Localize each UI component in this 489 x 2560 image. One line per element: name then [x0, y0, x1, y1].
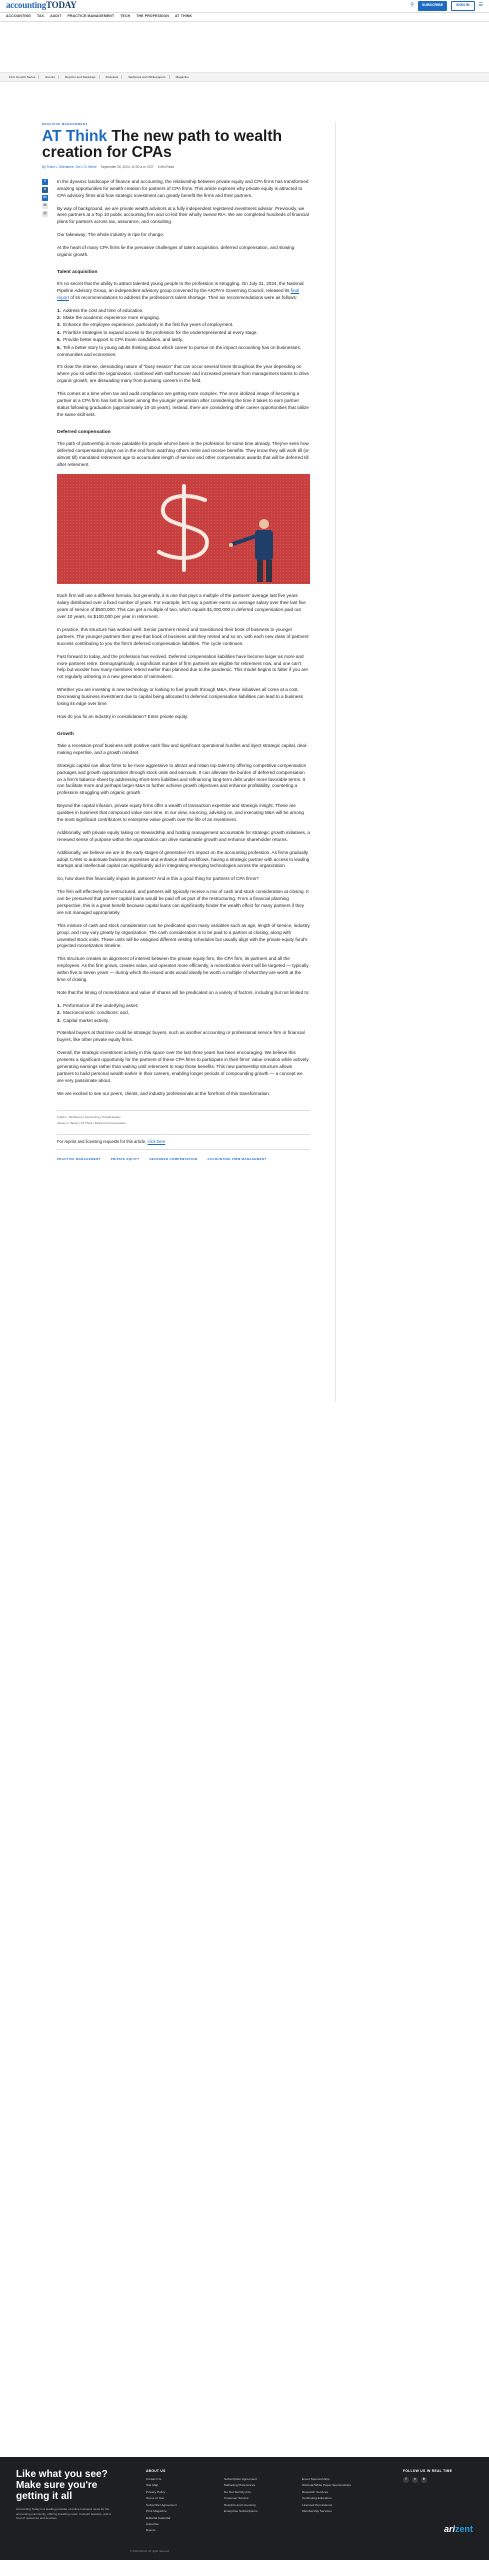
- nav-item-audit[interactable]: AUDIT: [50, 14, 62, 19]
- article-layout: [0, 122, 489, 1402]
- copyright: © 2024 Arizent. All rights reserved.: [130, 2550, 170, 2554]
- footer-col-heading: ABOUT US: [146, 2469, 166, 2473]
- subnav-item[interactable]: First Growth Series: [6, 75, 39, 80]
- list-item: 2. Make the academic experience more engaging.: [57, 315, 160, 321]
- footer-link[interactable]: Contact Us: [146, 2476, 162, 2481]
- paragraph: At the heart of many CPA firms lie the pervasive challenges of talent acquisition, deferred compensation, and slowing organic growth.: [57, 245, 295, 257]
- footer-promo-title: Like what you see? Make sure you're getting it all: [16, 2469, 108, 2502]
- topic-link[interactable]: PRIVATE EQUITY: [110, 1157, 140, 1162]
- sign-in-button[interactable]: SIGN IN: [451, 1, 474, 11]
- twitter-icon[interactable]: x: [412, 2477, 418, 2483]
- subnav-item[interactable]: Webinars and Whitepapers: [125, 75, 169, 80]
- subnav-item[interactable]: Reports and Rankings: [62, 75, 100, 80]
- paragraph: The firm will effectively be restructured, and partners will typically receive a mix of cash and stock consideration at closing. It can be presumed that partner capital loans would be paid off as part of the restructuring. From a financial planning perspective, this is a great benefit because capital loans can significantly hinder the wealth effect for many partners if they are not managed appropriately.: [57, 889, 309, 915]
- footer-link[interactable]: Subscription Agreement: [224, 2476, 257, 2481]
- article: [42, 122, 310, 1402]
- footer-link[interactable]: Reprints and Licensing: [224, 2502, 256, 2507]
- reprints-box: For reprint and licensing requests for this article, click here: [57, 1134, 310, 1150]
- subscribe-button[interactable]: SUBSCRIBE: [418, 1, 447, 10]
- list-item: 6. Tell a better story to young adults thinking about which career to pursue on the impact accounting has on businesses, communities and economies.: [57, 344, 302, 357]
- paragraph: Our takeaway: The whole industry is ripe for change.: [57, 232, 165, 238]
- subnav-item[interactable]: Events: [42, 75, 58, 80]
- paragraph: Note that the timing of monetization and value of shares will be predicated on a variety of factors, including but not limited to:: [57, 989, 310, 995]
- topic-links: [57, 1157, 310, 1162]
- footer-link[interactable]: Licensed Permissions: [302, 2502, 333, 2507]
- paragraph: In the dynamic landscape of finance and accounting, the relationship between private equity and CPA firms has transformed amazing opportunities for wealth creation for partners of CPA firms. This article explores why private equity is attracted to CPA advisory firms and how strategic investment can greatly benefit the firms and their partners.: [57, 178, 309, 198]
- footer-link[interactable]: Terms of Use: [146, 2496, 165, 2501]
- footer-link[interactable]: Event Sponsorships: [302, 2476, 330, 2481]
- nav-item-at-think[interactable]: AT THINK: [175, 14, 193, 19]
- social-links: [403, 2477, 473, 2483]
- linkedin-icon[interactable]: in: [43, 195, 47, 200]
- paragraph: It's clear the intense, demanding nature of "busy season" that can occur several times throughout the year depending on where you sit within the organization, combined with staff turnover and increased pressure from management teams to drive organic growth, are dissuading many from pursuing careers in the field.: [57, 364, 309, 384]
- footer-link[interactable]: Do Not Sell My Info: [224, 2489, 251, 2494]
- paragraph: Overall, the strategic investment activity in this space over the last three years has been encouraging. We believe this presents a significant opportunity for the partners of these CPA firms to participate in their firms' value creation while actively generating earnings rather than waiting until retirement to reap those benefits. This new partnership structure allows partners to build personal wealth earlier in their careers, enabling longer periods of compounding growth — a concept we are very passionate about.: [57, 1050, 309, 1083]
- footer-link[interactable]: Editorial Calendar: [146, 2515, 171, 2520]
- footer-col-3: [302, 2469, 362, 2560]
- sub-nav: [0, 72, 489, 82]
- top-bar: [0, 0, 489, 13]
- footer-follow: [403, 2469, 473, 2560]
- footer-link[interactable]: Privacy Policy: [146, 2489, 166, 2494]
- paragraph: It's no secret that the ability to attract talented young people to the profession is struggling. On July 31, 2024, the National Pipeline Advisory Group, an independent advisory group convened by the AICPA's Governing Council, released its final report of its recommendations to address the profession's talent shortage. Their six recommendations were as follows:: [57, 281, 304, 300]
- right-rail: [335, 122, 400, 1402]
- list-item: 5. Provide better support to CPA Exam candidates, and lastly,: [57, 337, 183, 343]
- list-item: 4. Prioritize strategies to expand access to the profession for the underrepresented at every stage.: [57, 329, 258, 335]
- paragraph: Fast forward to today, and the profession has evolved. Deferred compensation liabilities have become larger as more and more partners retire. Demographically, a significant number of firm partners are eligible for retirement now, and one can't help but wonder how many members retired earlier than planned due to the pandemic. This model begins to falter if you are not regularly ushering in a new generation of rainmakers.: [57, 653, 308, 680]
- nav-item-the-profession[interactable]: THE PROFESSION: [136, 14, 170, 19]
- at-think-brand: AT Think: [42, 127, 108, 145]
- footer-link[interactable]: Site Map: [146, 2483, 159, 2488]
- twitter-icon[interactable]: x: [44, 187, 46, 192]
- linkedin-icon[interactable]: in: [422, 2477, 426, 2482]
- footer-link[interactable]: Events: [146, 2528, 156, 2533]
- follow-heading: FOLLOW US IN REAL TIME: [403, 2469, 453, 2473]
- section-heading-deferred: Deferred compensation: [57, 429, 111, 435]
- tags-row[interactable]: James C. Bertie | AT Think | Deferred compensation: [57, 1120, 126, 1125]
- paragraph: The path of partnership is more palatable for people who've been in the profession for some time already. They've seen how deferred compensation plays out in the end from watching others retire and receive benefits. They know they will work till (or almost till) mandated retirement age to accumulate length of service and other compensation awards that will be deferred till after retirement.: [57, 440, 309, 467]
- factors-list: [57, 1003, 310, 1025]
- list-item: 3. Enhance the employee experience, particularly in the first five years of employment.: [57, 322, 234, 328]
- nav-item-accounting[interactable]: ACCOUNTING: [6, 14, 31, 19]
- footer-link[interactable]: Webinar/White Paper Sponsorships: [302, 2483, 351, 2488]
- nav-item-tech[interactable]: TECH: [120, 14, 131, 19]
- list-item: 1. Performance of the underlying asset;: [57, 1002, 139, 1008]
- article-content: [57, 179, 310, 1162]
- footer-link[interactable]: Membership Services: [302, 2509, 332, 2514]
- site-footer: [0, 2457, 489, 2560]
- section-heading-talent: Talent acquisition: [57, 269, 98, 275]
- facebook-icon[interactable]: f: [42, 179, 48, 185]
- list-item: 1. Address the cost and time of education.: [57, 307, 144, 313]
- search-icon[interactable]: ⚲: [410, 2, 414, 9]
- paragraph: So, how does this financially impact its partners? And is this a good thing for partners of CPA firms?: [57, 876, 259, 882]
- dollar-sign-illustration: [57, 474, 310, 584]
- print-icon[interactable]: ⎙: [43, 211, 47, 216]
- paragraph: Each firm will use a different formula, but generally, it is one that pays a multiple of the partners' average last five years salary distributed over a fixed number of years. For example, let's say a partner earns an average salary over their last five years of service of $500,000. This can get a multiple of two, which equals $1,000,000 in deferred compensation paid out over 10 years, so $100,000 per year in retirement.: [57, 593, 306, 620]
- subnav-item[interactable]: Magazine: [175, 74, 189, 79]
- footer-link[interactable]: Enterprise Subscriptions: [224, 2509, 258, 2514]
- footer-col-2: [224, 2469, 284, 2560]
- paragraph: Additionally, with private equity taking on stewardship and holding management accountable for strategic growth initiatives, a renewed sense of purpose within the organization can drive sustainable growth and enhance shareholder returns.: [57, 829, 310, 842]
- paragraph: By way of background, we are private wealth advisors at a fully independent registered investment advisor. Previously, we were partners at a Top 10 public accounting firm and co-led their wholly owned RIA. We are completed hundreds of financial plans for partners across tax, assurance, and consulting.: [57, 205, 309, 225]
- footer-link[interactable]: Customer Service: [224, 2496, 249, 2501]
- nav-item-practice-management[interactable]: PRACTICE MANAGEMENT: [67, 14, 115, 19]
- footer-link[interactable]: Continuing Education: [302, 2496, 332, 2501]
- topic-link[interactable]: DEFERRED COMPENSATION: [149, 1157, 198, 1162]
- footer-promo: [16, 2469, 116, 2560]
- paragraph: Additionally, we believe we are in the early stages of generative AI's impact on the accounting profession. As firms gradually adopt CAMs to automate business processes and enhance staff workflows, having a strategic partner with access to leading startups and intellectual capital can significantly aid in integrating emerging technologies across the organization.: [57, 849, 310, 869]
- menu-icon[interactable]: ☰: [478, 2, 483, 9]
- final-report-link[interactable]: final report: [57, 287, 300, 300]
- section-heading-growth: Growth: [57, 731, 74, 737]
- paragraph: How do you fix an industry in consolidation? Enter private equity.: [57, 713, 189, 719]
- paragraph: Take a recession-proof business with positive cash flow and significant operational hurdles and inject strategic capital, deal-making expertise, and a growth mindset.: [57, 742, 308, 755]
- byline-authors[interactable]: By Frank L. McNamee, Jim C.S. Bertie: [42, 165, 97, 170]
- tags-row[interactable]: Frank L. McNamee | Accounting | Private Equity: [57, 1114, 121, 1119]
- list-item: 2. Macroeconomic conditions; and,: [57, 1010, 130, 1016]
- footer-description: Accounting Today is a leading provider of online business news for the accounting community, offering breaking news, in-depth features, and a host of resources and services.: [16, 2507, 111, 2520]
- share-bar: [42, 179, 50, 1162]
- reprints-link[interactable]: click here: [147, 1139, 166, 1145]
- footer-col-about: [146, 2469, 206, 2560]
- paragraph: This comes at a time when tax and audit compliance are getting more complex. The once idolized image of becoming a partner at a CPA firm has lost its luster among the younger generation after considering the time it takes to earn partner status following graduation (approximately 10-15 years). Instead, there are considering other career opportunities that utilize the same skill sets.: [57, 391, 309, 417]
- ad-space: [0, 22, 489, 72]
- byline-read-time: 6 Min Read: [157, 165, 175, 170]
- subnav-item[interactable]: Podcasts: [103, 75, 123, 80]
- facebook-icon[interactable]: f: [403, 2477, 409, 2483]
- paragraph: This mixture of cash and stock consideration can be predicated upon many variables such as age, length of service, industry group, and may vary greatly by organization. The cash consideration is to be paid to a partner at closing, along with unvested stock units. These units will be assigned different vesting schedules but usually align with the private equity fund's projected monetization timeline.: [57, 922, 310, 949]
- nav-item-tax[interactable]: TAX: [36, 14, 45, 19]
- top-actions: [410, 1, 483, 11]
- paragraph: We are excited to see our peers, clients, and industry professionals at the forefront of this transformation.: [57, 1090, 271, 1096]
- paragraph: Potential buyers at that time could be strategic buyers, such as another accounting or professional service firm or financial buyers, like other private equity firms.: [57, 1030, 305, 1043]
- list-item: 3. Capital market activity.: [57, 1017, 109, 1023]
- paragraph: Beyond the capital infusion, private equity firms offer a wealth of transaction expertise and strategic insight. These are qualities in business that compound value over time. In our view, sourcing, advising on, and executing M&A will be among the most significant contributors to enterprise value growth over the life of an investment.: [57, 803, 304, 822]
- byline-date: September 26, 2024, 10:00 a.m. EDT: [100, 165, 154, 170]
- recommendations-list: [57, 308, 310, 359]
- paragraph: Whether you are investing in new technology or looking to fuel growth through M&A, these initiatives all come at a cost. Decreasing business investment due to capital being allocated to deferred compensation liabilities can lead to a business losing its edge over time.: [57, 687, 303, 706]
- article-kicker[interactable]: PRACTICE MANAGEMENT: [42, 122, 88, 126]
- footer-link[interactable]: Marketing Preferences: [224, 2483, 256, 2488]
- paragraph: This structure creates an alignment of interest between the private equity firm, the CPA firm, its partners and all the employees. As the firm grows, creates value, and operates more efficiently, a monetization event will be targeted — typically within five to seven years — during which the issued units would ideally be worth a multiple of what they are worth at the time of closing.: [57, 956, 309, 983]
- byline: [42, 165, 310, 170]
- paragraph: Strategic capital can allow firms to be more aggressive to attract and retain top talent by offering competitive compensation packages and growth opportunities through stock units and earnouts. It can alleviate the burden of deferred compensation on a firm's balance sheet by addressing short-term liabilities and refinancing long-term debt under more favorable terms. It can facilitate more and perhaps larger M&A to further achieve growth objectives and enhance profitability, countering a profession struggling with organic growth.: [57, 762, 307, 796]
- footer-columns: [146, 2469, 362, 2560]
- footer-link[interactable]: Subscriber Agreement: [146, 2502, 177, 2507]
- footer-link[interactable]: Advertise: [146, 2522, 159, 2526]
- paragraph: In practice, this structure has worked well. Senior partners retired and transitioned their book of business to younger partners. The younger partners then grew that book of business until they retired and so on, with each new class of partners' success contributing to you the firm's deferred compensation liabilities. The cycle continues.: [57, 626, 310, 646]
- footer-link[interactable]: Research Services: [302, 2489, 328, 2494]
- footer-col-heading: [224, 2469, 284, 2474]
- dollar-illustration-svg: [57, 474, 310, 584]
- article-body-wrap: [42, 179, 310, 1162]
- article-title: AT Think The new path to wealth creation for CPAs: [42, 127, 282, 161]
- email-icon[interactable]: ✉: [43, 203, 47, 208]
- ad-space-2: [0, 82, 489, 122]
- site-logo[interactable]: accountingTODAY: [6, 0, 77, 11]
- topic-link[interactable]: ACCOUNTING FIRM MANAGEMENT: [207, 1157, 267, 1162]
- topic-link[interactable]: PRACTICE MANAGEMENT: [57, 1157, 101, 1162]
- main-nav: [0, 13, 489, 22]
- footer-link[interactable]: Print Magazine: [146, 2509, 167, 2514]
- article-tags: [57, 1110, 310, 1126]
- arizent-logo[interactable]: arizent: [443, 2523, 473, 2534]
- footer-col-heading: [302, 2469, 362, 2474]
